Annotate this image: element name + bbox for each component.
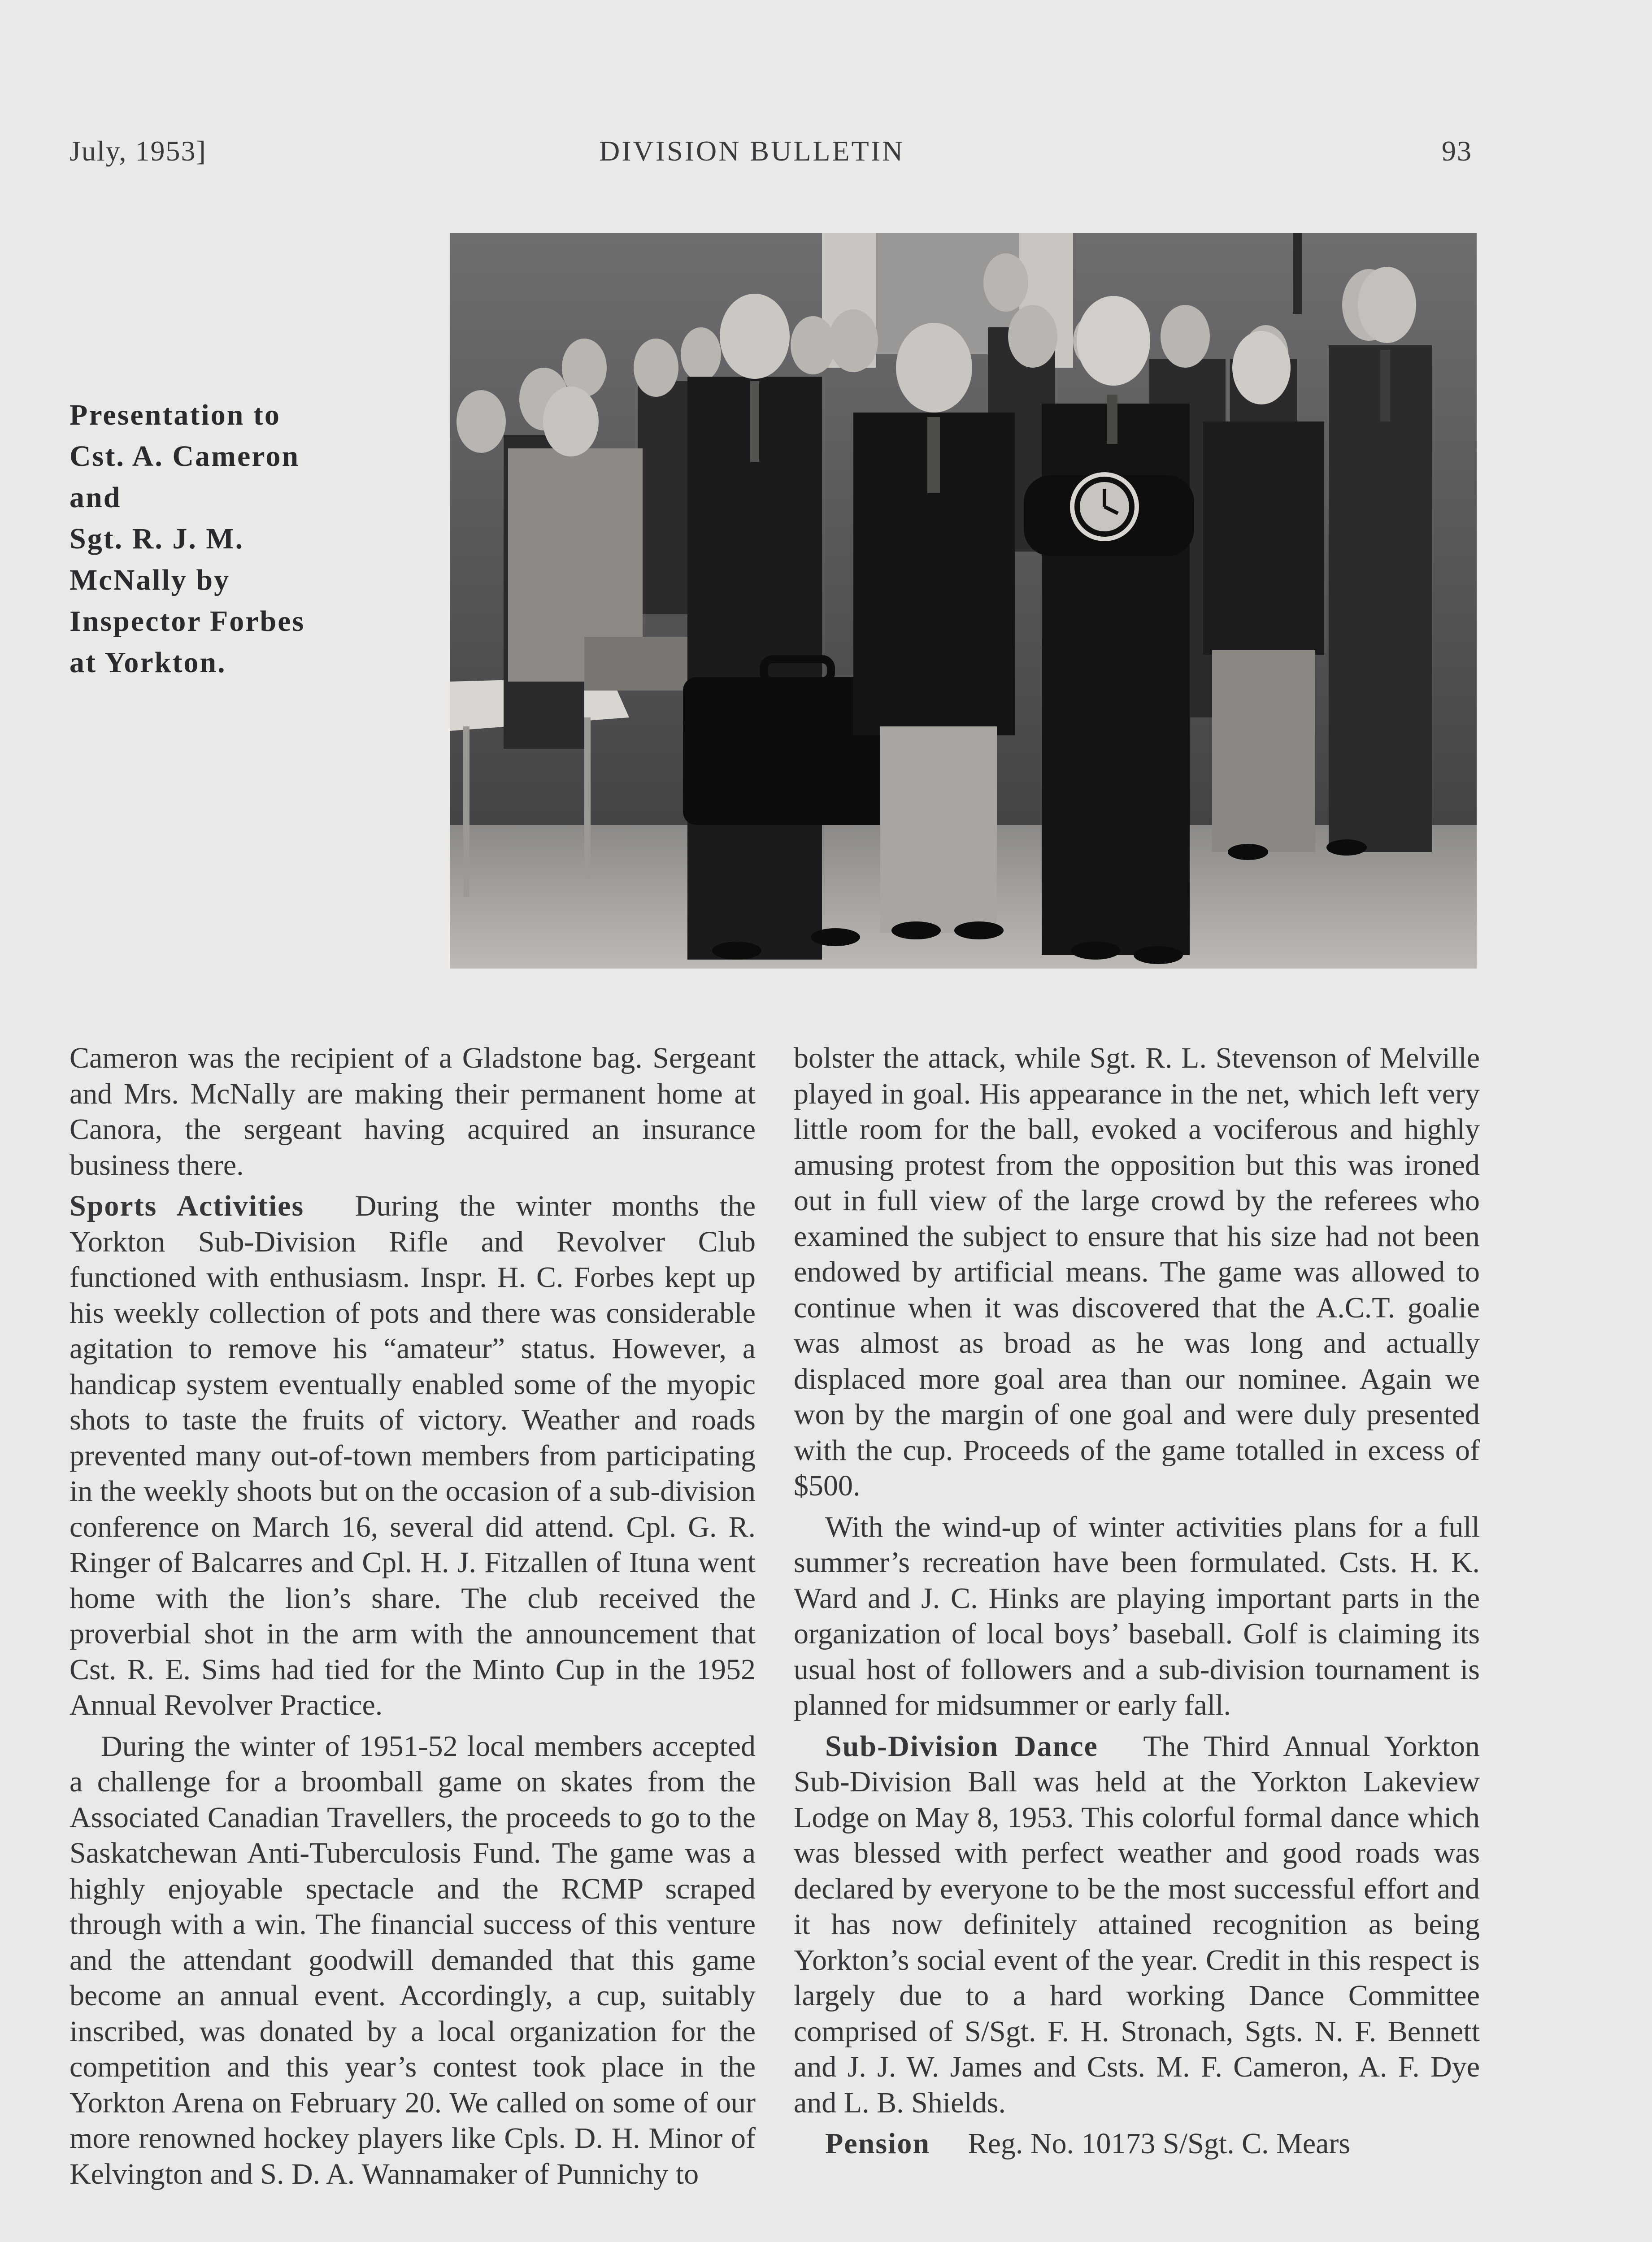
run-in-heading: Sports Activities	[70, 1190, 335, 1222]
paragraph: With the wind-up of winter activities plans for a full summer’s recreation have been formulated. Csts. H. K. Ward and J. C. Hinks are playing important parts in the organization of local boys’ baseball. Golf is claiming its usual host of followers and a sub-division tournament is planned for midsummer or early fall.	[794, 1510, 1480, 1721]
article-column-left	[70, 1040, 756, 2197]
paragraph-text: During the winter months the Yorkton Sub-Division Rifle and Revolver Club functioned with enthusiasm. Inspr. H. C. Forbes kept up his weekly collection of pots and there was considerable agitation to remove his “amateur” status. However, a handicap system eventually enabled some of the myopic shots to taste the fruits of victory. Weather and roads prevented many out-of-town members from participating in the weekly shoots but on the occasion of a sub-division conference on March 16, several did attend. Cpl. G. R. Ringer of Balcarres and Cpl. H. J. Fitzallen of Ituna went home with the lion’s share. The club received the proverbial shot in the arm with the announcement that Cst. R. E. Sims had tied for the Minto Cup in the 1952 Annual Revolver Practice.	[70, 1190, 756, 1721]
caption-line: Presentation to	[70, 399, 281, 431]
caption-line: Cst. A. Cameron	[70, 440, 300, 473]
header-date: July, 1953]	[70, 135, 207, 167]
run-in-heading: Sub-Division Dance	[825, 1729, 1129, 1763]
paragraph-text: The Third Annual Yorkton Sub-Division Ball was held at the Yorkton Lakeview Lodge on May 8, 1953. This colorful formal dance which was blessed with perfect weather and good roads was declared by everyone to be the most successful effort and it has now definitely attained recognition as being Yorkton’s social event of the year. Credit in this respect is largely due to a hard working Dance Committee comprised of S/Sgt. F. H. Stronach, Sgts. N. F. Bennett and J. J. W. James and Csts. M. F. Cameron, A. F. Dye and L. B. Shields.	[794, 1729, 1480, 2119]
header-title: DIVISION BULLETIN	[599, 135, 905, 167]
paragraph	[794, 2126, 1480, 2162]
caption-line: McNally by	[70, 564, 230, 596]
caption-line: Sgt. R. J. M.	[70, 522, 244, 555]
caption-line: Inspector Forbes	[70, 605, 305, 638]
run-in-heading: Pension	[825, 2127, 961, 2160]
paragraph	[794, 1729, 1480, 2121]
photo-caption	[70, 395, 374, 683]
caption-line: and	[70, 481, 122, 514]
paragraph: Cameron was the recipient of a Gladstone bag. Sergeant and Mrs. McNally are making their permanent home at Canora, the sergeant having acquired an insurance business there.	[70, 1042, 756, 1182]
paragraph: During the winter of 1951-52 local members accepted a challenge for a broomball game on skates from the Associated Canadian Travellers, the proceeds to go to the Saskatchewan Anti-Tuberculosis Fund. The game was a highly enjoyable spectacle and the RCMP scraped through with a win. The financial success of this venture and the attendant goodwill demanded that this game become an annual event. Accordingly, a cup, suitably inscribed, was donated by a local organization for the competition and this year’s contest took place in the Yorkton Arena on February 20. We called on some of our more renowned hockey players like Cpls. D. H. Minor of Kelvington and S. D. A. Wannamaker of Punnichy to	[70, 1729, 756, 2190]
page-number: 93	[1442, 135, 1472, 167]
paragraph	[70, 1188, 756, 1723]
group-photograph	[450, 233, 1477, 969]
paragraph-text: Reg. No. 10173 S/Sgt. C. Mears	[968, 2127, 1351, 2160]
paragraph: bolster the attack, while Sgt. R. L. Stevenson of Melville played in goal. His appearance in the net, which left very little room for the ball, evoked a vociferous and highly amusing protest from the opposition but this was ironed out in full view of the large crowd by the referees who examined the subject to ensure that his size had not been endowed by artificial means. The game was allowed to continue when it was discovered that the A.C.T. goalie was almost as broad as he was long and actually displaced more goal area than our nominee. Again we won by the margin of one goal and were duly presented with the cup. Proceeds of the game totalled in excess of $500.	[794, 1042, 1480, 1502]
article-column-right	[794, 1040, 1480, 2167]
caption-line: at Yorkton.	[70, 646, 226, 679]
